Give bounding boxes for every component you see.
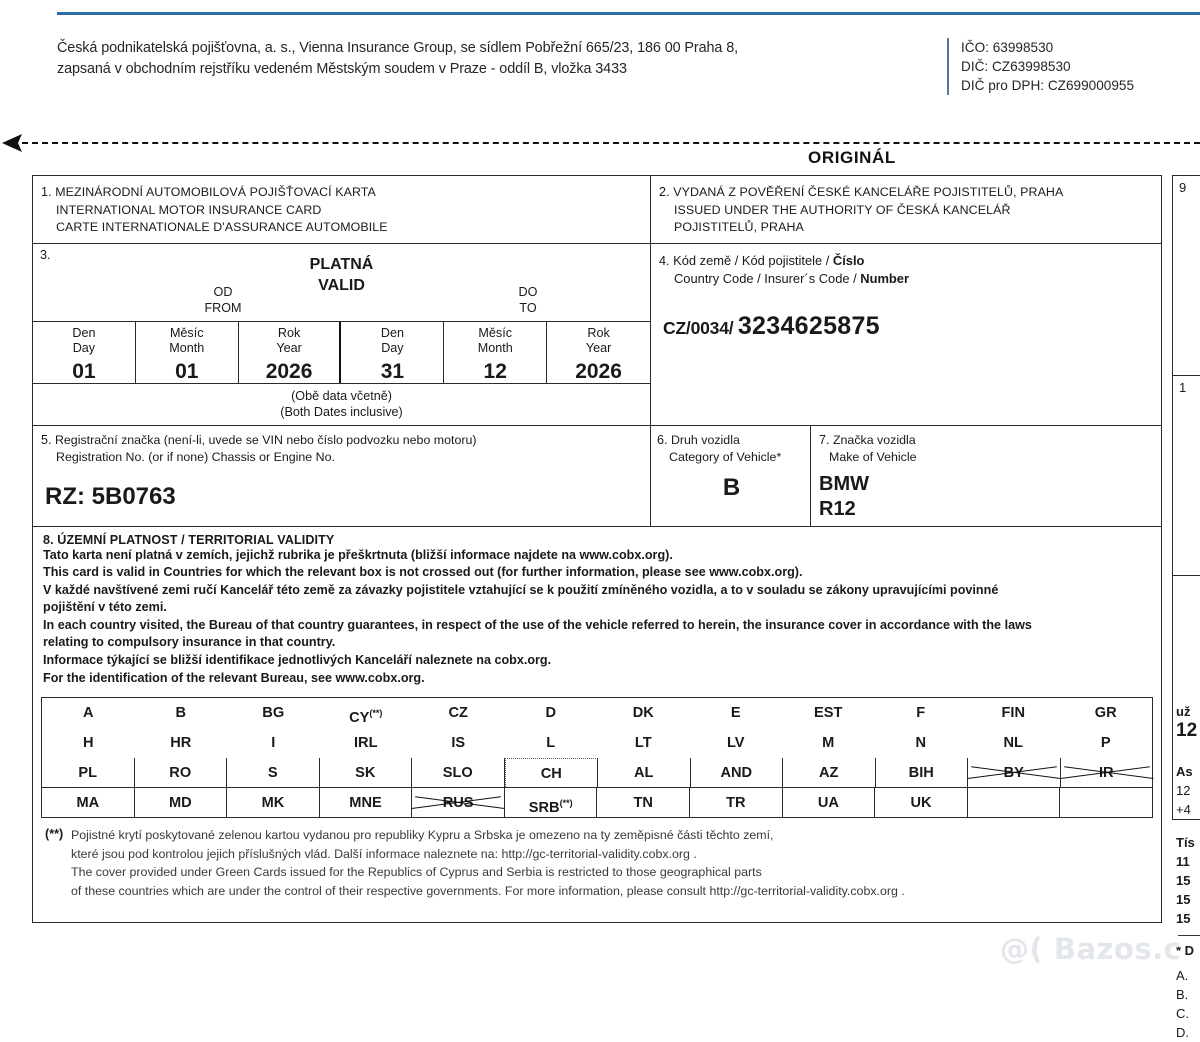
country-grid-row-2 bbox=[42, 728, 1152, 758]
country-cell-b: B bbox=[175, 705, 187, 722]
section-1-text-cs: MEZINÁRODNÍ AUTOMOBILOVÁ POJIŠŤOVACÍ KARTA bbox=[55, 185, 376, 199]
section-3-validity-block bbox=[33, 244, 651, 425]
country-cell-i: I bbox=[271, 735, 276, 752]
section-8-para-7: Informace týkající se bližší identifikace jednotlivých Kanceláří naleznete na cobx.org. bbox=[43, 653, 552, 668]
section-5-label-cs bbox=[41, 432, 644, 450]
label-cs: Měsíc bbox=[478, 325, 513, 340]
section-6-category-block bbox=[651, 426, 811, 526]
label-en: Year bbox=[276, 341, 302, 355]
registration-number-value: RZ: 5B0763 bbox=[45, 482, 176, 510]
country-cell-slo: SLO bbox=[412, 758, 505, 787]
section-1-number: 1. bbox=[41, 185, 52, 199]
country-cell-is: IS bbox=[451, 735, 466, 752]
label-cs: Rok bbox=[587, 325, 610, 340]
section-1-line-cs bbox=[41, 184, 644, 202]
value: 31 bbox=[380, 359, 405, 383]
validity-inclusive-note bbox=[33, 384, 650, 425]
country-cell-uk: UK bbox=[875, 788, 968, 817]
section-8-para-8: For the identification of the relevant Bureau, see www.cobx.org. bbox=[43, 670, 425, 685]
section-2-line-en-2: POJISTITELŮ, PRAHA bbox=[674, 220, 804, 234]
label-en: Day bbox=[381, 341, 404, 355]
country-cell-irl: IRL bbox=[353, 735, 378, 752]
section-5-text-cs: Registrační značka (není-li, uvede se VIN nebo číslo podvozku nebo motoru) bbox=[54, 432, 477, 447]
side-tis-1: 11 bbox=[1176, 854, 1190, 869]
country-cell-and: AND bbox=[691, 758, 784, 787]
value: 2026 bbox=[575, 359, 622, 383]
label-en: Month bbox=[477, 341, 513, 355]
country-cell-n: N bbox=[915, 735, 927, 752]
section-1-title-block bbox=[33, 176, 651, 243]
country-cell-l: L bbox=[546, 735, 556, 752]
company-identifiers bbox=[947, 38, 1134, 95]
original-label: ORIGINÁL bbox=[808, 148, 896, 167]
section-7-label-cs bbox=[819, 432, 1157, 449]
row-sections-3-4 bbox=[33, 244, 1161, 426]
date-cell-to-month bbox=[444, 322, 547, 383]
section-5-label-en: Registration No. (or if none) Chassis or Engine No. bbox=[56, 450, 335, 464]
country-cell-ma: MA bbox=[42, 788, 135, 817]
country-cell-mk: MK bbox=[227, 788, 320, 817]
country-cell-srb: SRB(**) bbox=[505, 788, 598, 817]
country-cell-d: D bbox=[545, 705, 557, 722]
validity-title-cs: PLATNÁ bbox=[309, 255, 374, 273]
side-tis-2: 15 bbox=[1176, 873, 1191, 888]
section-5-number: 5. bbox=[41, 432, 52, 447]
section-6-label-en: Category of Vehicle* bbox=[669, 449, 782, 464]
label-en: Day bbox=[72, 341, 96, 355]
country-cell-dk: DK bbox=[632, 705, 654, 722]
section-7-number: 7. bbox=[819, 432, 830, 447]
validity-to-label bbox=[488, 284, 568, 317]
footnote-block bbox=[33, 818, 1161, 900]
side-divider bbox=[1178, 935, 1200, 936]
footnote-text bbox=[71, 826, 905, 900]
section-8-para-3: V každé navštívené zemi ručí Kancelář této země za závazky pojistitele vztahující se k použití zmíněného vozidla, a to v souladu se zákony upravujícími povinné bbox=[43, 582, 999, 597]
vehicle-category-value: B bbox=[722, 473, 741, 501]
section-4-number: 4. bbox=[659, 253, 670, 268]
country-cell-p: P bbox=[1100, 735, 1111, 752]
validity-date-row bbox=[33, 322, 650, 384]
country-cell-gr: GR bbox=[1094, 705, 1117, 722]
section-2-text-cs: VYDANÁ Z POVĚŘENÍ ČESKÉ KANCELÁŘE POJISTITELŮ, PRAHA bbox=[673, 185, 1064, 199]
section-4-label-en-b: Number bbox=[860, 271, 909, 286]
country-cell-cy: CY(**) bbox=[349, 708, 383, 727]
country-cell-a: A bbox=[82, 705, 94, 722]
company-line-2: zapsaná v obchodním rejstříku vedeném Městským soudem v Praze - oddíl B, vložka 3433 bbox=[57, 61, 627, 77]
country-cell-al: AL bbox=[598, 758, 691, 787]
section-7-text-cs: Značka vozidla bbox=[832, 432, 916, 447]
to-cs: DO bbox=[518, 284, 538, 299]
side-big: 12 bbox=[1176, 720, 1198, 741]
date-cell-to-year bbox=[547, 322, 650, 383]
section-8-para-4: pojištění v této zemi. bbox=[43, 600, 167, 615]
row-sections-1-2 bbox=[33, 176, 1161, 244]
country-cell-az: AZ bbox=[783, 758, 876, 787]
side-tis: Tís bbox=[1176, 835, 1195, 850]
country-grid-row-4 bbox=[42, 788, 1152, 818]
policy-number-row bbox=[659, 312, 1155, 341]
from-en: FROM bbox=[204, 301, 242, 315]
side-as-1: 12 bbox=[1176, 783, 1191, 798]
section-4-label-cs bbox=[659, 252, 1155, 271]
side-as: As bbox=[1176, 764, 1193, 779]
section-1-line-en: INTERNATIONAL MOTOR INSURANCE CARD bbox=[56, 202, 322, 217]
section-4-label-cs-a: Kód země / Kód pojistitele / bbox=[673, 252, 833, 268]
section-4-label-en bbox=[659, 270, 1155, 288]
label-cs: Měsíc bbox=[169, 325, 204, 340]
footnote-marker: (**) bbox=[45, 827, 64, 842]
section-8-para-1: Tato karta není platná v zemích, jejichž rubrika je přeškrtnuta (bližší informace najdete na www.cobx.org). bbox=[43, 547, 673, 562]
section-4-number-block bbox=[651, 244, 1161, 425]
country-grid-row-3 bbox=[42, 758, 1152, 788]
section-8-para-2: This card is valid in Countries for which the relevant box is not crossed out (for further information, please see www.cobx.org). bbox=[43, 565, 803, 580]
side-item-c: C. bbox=[1176, 1006, 1189, 1022]
country-validity-grid bbox=[41, 697, 1153, 818]
validity-title-en: VALID bbox=[318, 276, 365, 294]
side-uz: už bbox=[1176, 704, 1191, 719]
country-cell-s: S bbox=[227, 758, 320, 787]
section-6-text-cs: Druh vozidla bbox=[670, 432, 740, 447]
country-cell-sk: SK bbox=[320, 758, 413, 787]
date-cell-to-day bbox=[341, 322, 444, 383]
side-as-2: +4 bbox=[1176, 802, 1191, 817]
country-cell-e: E bbox=[730, 705, 741, 722]
country-cell-bih: BIH bbox=[876, 758, 969, 787]
from-cs: OD bbox=[213, 284, 233, 299]
label-cs: Den bbox=[72, 325, 96, 340]
row-sections-5-6-7 bbox=[33, 426, 1161, 527]
country-cell-f: F bbox=[916, 705, 926, 722]
side-tis-3: 15 bbox=[1176, 892, 1191, 907]
label-cs: Den bbox=[380, 325, 404, 340]
vehicle-make-line-2: R12 bbox=[819, 497, 856, 520]
side-cell-10: 1 bbox=[1173, 376, 1200, 576]
green-card-document bbox=[32, 175, 1162, 923]
value: 12 bbox=[483, 359, 507, 383]
bazos-watermark: @( Bazos.c bbox=[1000, 932, 1182, 966]
note-en: (Both Dates inclusive) bbox=[280, 404, 403, 419]
section-6-label-cs bbox=[657, 432, 806, 449]
footnote-line-2: které jsou pod kontrolou jejich příslušných vlád. Další informace naleznete na: http://gc-territorial-validity.cobx.org . bbox=[71, 846, 697, 861]
footnote-line-3: The cover provided under Green Cards issued for the Republics of Cyprus and Serbia is restricted to those geographical parts bbox=[71, 865, 762, 880]
policy-number: 3234625875 bbox=[737, 311, 880, 340]
section-2-number: 2. bbox=[659, 185, 670, 199]
section-4-label-en-a: Country Code / Insurer´s Code / bbox=[674, 271, 861, 286]
country-cell-ch: CH bbox=[505, 758, 599, 787]
section-7-label-en: Make of Vehicle bbox=[829, 449, 917, 464]
side-cell-9: 9 bbox=[1173, 176, 1200, 376]
top-accent-rule bbox=[57, 12, 1200, 15]
policy-prefix: CZ/0034/ bbox=[663, 317, 734, 338]
country-cell-bg: BG bbox=[262, 705, 285, 722]
section-7-make-block bbox=[811, 426, 1161, 526]
section-2-authority-block bbox=[651, 176, 1161, 243]
section-8-para-6: relating to compulsory insurance in that country. bbox=[43, 635, 336, 650]
value: 01 bbox=[175, 359, 199, 383]
value: 01 bbox=[72, 359, 96, 383]
country-cell-rus: RUS bbox=[412, 788, 505, 817]
dic-value: DIČ: CZ63998530 bbox=[961, 59, 1071, 74]
country-cell-cz: CZ bbox=[448, 705, 468, 722]
section-2-line-cs bbox=[659, 184, 1155, 202]
country-cell-ir: IR bbox=[1061, 758, 1153, 787]
label-cs: Rok bbox=[277, 325, 301, 340]
section-4-label-cs-b: Číslo bbox=[832, 252, 865, 268]
label-en: Year bbox=[585, 341, 612, 355]
side-item-d: D. bbox=[1176, 1025, 1189, 1041]
country-cell-lt: LT bbox=[634, 735, 652, 752]
country-cell-mne: MNE bbox=[320, 788, 413, 817]
date-cell-from-day bbox=[33, 322, 136, 383]
side-panel-text bbox=[1172, 532, 1200, 1041]
country-cell-md: MD bbox=[135, 788, 228, 817]
country-cell-fin: FIN bbox=[1001, 705, 1025, 722]
note-cs: (Obě data včetně) bbox=[291, 388, 392, 403]
country-cell-pl: PL bbox=[42, 758, 135, 787]
validity-from-label bbox=[183, 284, 263, 317]
country-cell-by: BY bbox=[968, 758, 1061, 787]
section-8-territorial-validity bbox=[33, 527, 1161, 692]
value: 2026 bbox=[265, 359, 313, 383]
country-cell-empty-11 bbox=[1060, 788, 1152, 817]
section-8-heading: 8. ÚZEMNÍ PLATNOST / TERRITORIAL VALIDITY bbox=[43, 532, 335, 547]
country-cell-nl: NL bbox=[1003, 735, 1023, 752]
country-cell-ua: UA bbox=[783, 788, 876, 817]
side-item-a: A. bbox=[1176, 968, 1189, 984]
country-cell-m: M bbox=[822, 735, 835, 752]
country-cell-tr: TR bbox=[690, 788, 783, 817]
country-cell-est: EST bbox=[814, 705, 843, 722]
country-cell-ro: RO bbox=[135, 758, 228, 787]
side-item-b: B. bbox=[1176, 987, 1189, 1003]
section-6-number: 6. bbox=[657, 432, 668, 447]
to-en: TO bbox=[519, 301, 537, 315]
company-info bbox=[57, 38, 937, 80]
side-star: * D bbox=[1176, 943, 1195, 959]
company-line-1: Česká podnikatelská pojišťovna, a. s., Vienna Insurance Group, se sídlem Pobřežní 665/23, 186 00 Praha 8, bbox=[57, 40, 739, 56]
section-8-para-5: In each country visited, the Bureau of that country guarantees, in respect of the use of the vehicle referred to herein, the insurance cover in accordance with the laws bbox=[43, 617, 1032, 632]
side-tis-4: 15 bbox=[1176, 911, 1191, 926]
footnote-line-1: Pojistné krytí poskytované zelenou kartou vydanou pro republiky Kypru a Srbska je omezeno na ty zeměpisné části těchto zemí, bbox=[71, 828, 774, 843]
country-cell-h: H bbox=[82, 735, 94, 752]
date-cell-from-year bbox=[239, 322, 342, 383]
vehicle-make-line-1: BMW bbox=[819, 472, 869, 495]
date-cell-from-month bbox=[136, 322, 239, 383]
vehicle-make-value bbox=[819, 472, 1157, 522]
section-2-line-en-1: ISSUED UNDER THE AUTHORITY OF ČESKÁ KANCELÁŘ bbox=[674, 202, 1011, 217]
dic-dph-value: DIČ pro DPH: CZ699000955 bbox=[961, 78, 1135, 93]
section-3-number: 3. bbox=[40, 247, 51, 262]
country-cell-lv: LV bbox=[726, 735, 745, 752]
section-1-line-fr: CARTE INTERNATIONALE D'ASSURANCE AUTOMOBILE bbox=[56, 220, 388, 234]
cut-here-line bbox=[22, 142, 1200, 144]
validity-header bbox=[33, 244, 650, 322]
section-5-registration-block bbox=[33, 426, 651, 526]
footnote-line-4: of these countries which are under the control of their respective governments. For more information, please consult http://gc-territorial-validity.cobx.org . bbox=[71, 884, 905, 899]
country-cell-empty-10 bbox=[968, 788, 1061, 817]
country-cell-hr: HR bbox=[170, 735, 192, 752]
country-grid-row-1 bbox=[42, 698, 1152, 728]
label-en: Month bbox=[169, 341, 205, 355]
ico-value: IČO: 63998530 bbox=[961, 40, 1054, 55]
country-cell-tn: TN bbox=[597, 788, 690, 817]
